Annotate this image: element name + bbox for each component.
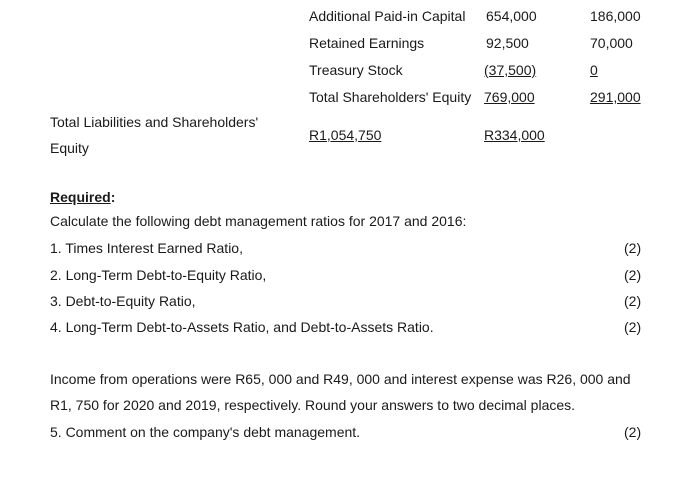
row-label-apic: Additional Paid-in Capital <box>309 8 466 24</box>
row-value-treasury-stock-col1: (37,500) <box>484 62 537 78</box>
required-heading-text: Required <box>50 189 111 205</box>
row-value-retained-earnings-col1: 92,500 <box>486 35 529 51</box>
note-line2: R1, 750 for 2020 and 2019, respectively. Round your answers to two decimal places. <box>50 397 576 413</box>
row-label-total-equity: Total Shareholders' Equity <box>309 89 472 105</box>
question-marks-5: (2) <box>624 424 642 440</box>
total-label-line2: Equity <box>50 140 89 156</box>
question-marks-1: (2) <box>624 240 642 256</box>
required-heading-colon: : <box>110 189 116 205</box>
total-value-col1: R1,054,750 <box>309 127 382 143</box>
question-marks-2: (2) <box>624 267 642 283</box>
total-label-line1: Total Liabilities and Shareholders' <box>50 114 259 130</box>
note-line1: Income from operations were R65, 000 and R49, 000 and interest expense was R26, 000 and <box>50 371 631 387</box>
total-value-col2: R334,000 <box>484 127 545 143</box>
question-item-5: 5. Comment on the company's debt management. <box>50 424 361 440</box>
required-heading <box>50 189 115 205</box>
row-label-treasury-stock: Treasury Stock <box>309 62 403 78</box>
question-item-1: 1. Times Interest Earned Ratio, <box>50 240 243 256</box>
row-value-apic-col1: 654,000 <box>486 8 537 24</box>
question-item-4: 4. Long-Term Debt-to-Assets Ratio, and Debt-to-Assets Ratio. <box>50 319 434 335</box>
row-value-apic-col2: 186,000 <box>590 8 641 24</box>
row-value-retained-earnings-col2: 70,000 <box>590 35 633 51</box>
row-value-treasury-stock-col2: 0 <box>590 62 598 78</box>
question-item-2: 2. Long-Term Debt-to-Equity Ratio, <box>50 267 267 283</box>
question-item-3: 3. Debt-to-Equity Ratio, <box>50 293 196 309</box>
required-intro: Calculate the following debt management ratios for 2017 and 2016: <box>50 213 467 229</box>
row-value-total-equity-col1: 769,000 <box>484 89 535 105</box>
row-label-retained-earnings: Retained Earnings <box>309 35 425 51</box>
question-marks-3: (2) <box>624 293 642 309</box>
question-marks-4: (2) <box>624 319 642 335</box>
row-value-total-equity-col2: 291,000 <box>590 89 641 105</box>
